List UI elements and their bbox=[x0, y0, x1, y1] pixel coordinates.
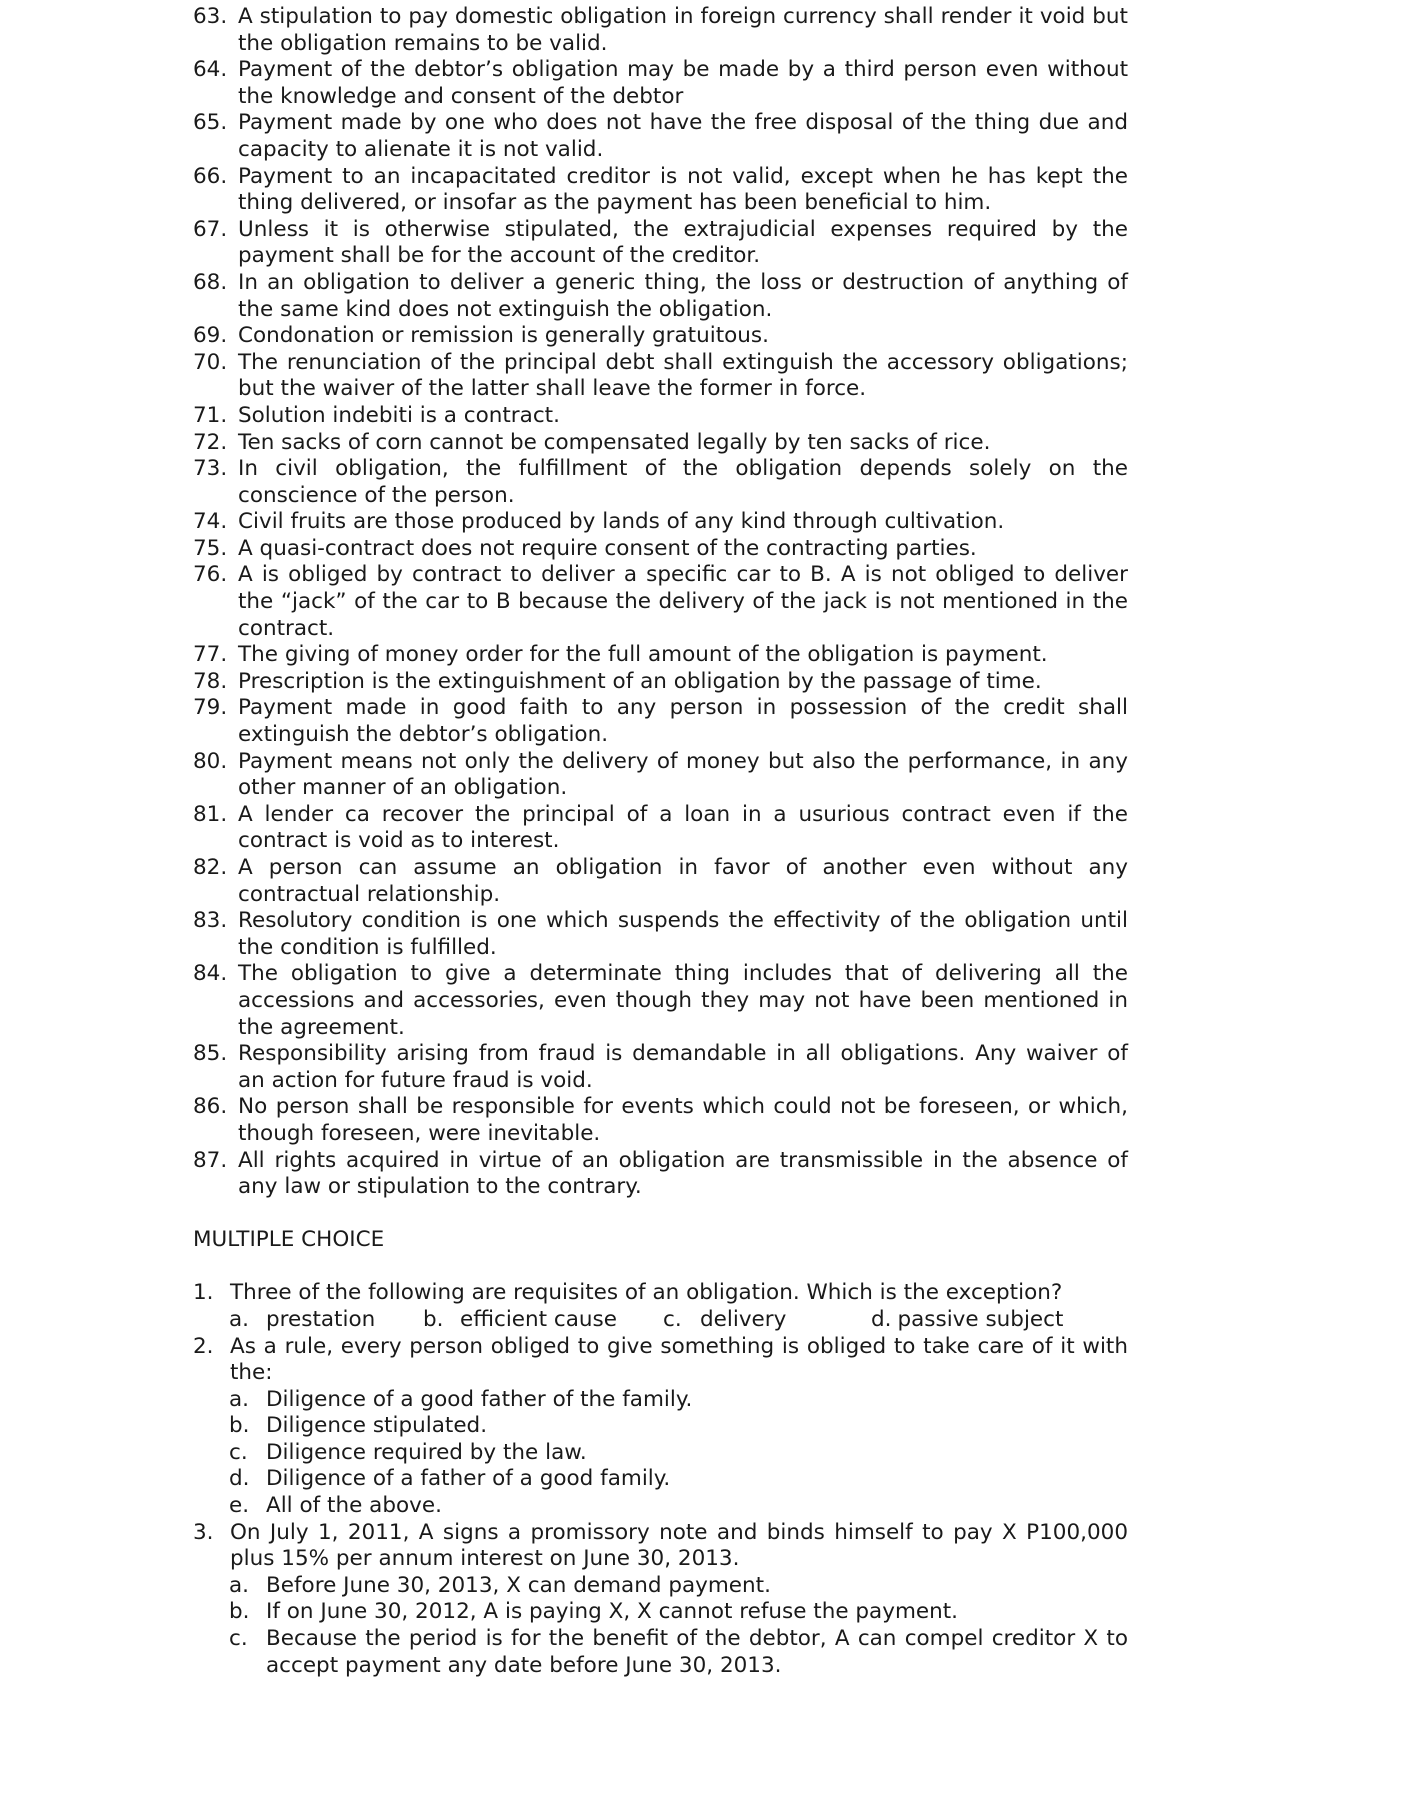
item-text: A lender ca recover the principal of a loan in a usurious contract even if the contract is void as to interest. bbox=[238, 801, 1128, 854]
item-number: 68. bbox=[193, 269, 228, 295]
question-body: As a rule, every person obliged to give something is obliged to take care of it with the: bbox=[230, 1333, 1128, 1386]
item-text: A person can assume an obligation in favor of another even without any contractual relationship. bbox=[238, 855, 1128, 907]
item-text: All rights acquired in virtue of an obligation are transmissible in the absence of any law or stipulation to the contrary. bbox=[238, 1147, 1128, 1200]
item-number: 86. bbox=[193, 1094, 228, 1120]
item-text: A stipulation to pay domestic obligation in foreign currency shall render it void but the obligation remains to be valid. bbox=[238, 4, 1128, 56]
question-number: 2. bbox=[193, 1333, 214, 1359]
list-item bbox=[193, 4, 1128, 57]
list-item bbox=[193, 323, 1128, 350]
choice-text: Diligence stipulated. bbox=[266, 1413, 488, 1439]
question-number: 1. bbox=[193, 1280, 214, 1306]
question-2 bbox=[193, 1334, 1128, 1520]
item-text: Payment made by one who does not have the free disposal of the thing due and capacity to alienate it is not valid. bbox=[238, 110, 1128, 162]
list-item bbox=[193, 509, 1128, 536]
choice-item bbox=[229, 1466, 1128, 1493]
list-item bbox=[193, 110, 1128, 163]
choice-letter: c. bbox=[663, 1306, 682, 1332]
list-item bbox=[193, 456, 1128, 509]
list-item bbox=[193, 430, 1128, 457]
item-text: Resolutory condition is one which suspends the effectivity of the obligation until the condition is fulfilled. bbox=[238, 908, 1128, 960]
choice-text: delivery bbox=[700, 1306, 787, 1332]
list-item bbox=[193, 164, 1128, 217]
choice-letter: c. bbox=[229, 1626, 248, 1652]
choice-item bbox=[423, 1307, 663, 1334]
list-item bbox=[193, 57, 1128, 110]
item-number: 76. bbox=[193, 562, 228, 588]
choice-letter: a. bbox=[229, 1572, 250, 1598]
item-number: 63. bbox=[193, 4, 228, 29]
item-text: Payment made in good faith to any person in possession of the credit shall extinguish the debtor’s obligation. bbox=[238, 695, 1128, 748]
item-text: Payment of the debtor’s obligation may be made by a third person even without the knowledge and consent of the debtor bbox=[238, 57, 1128, 109]
item-number: 75. bbox=[193, 535, 228, 561]
list-item bbox=[193, 802, 1128, 855]
choice-text: Because the period is for the benefit of the debtor, A can compel creditor X to accept payment any date before June 30, 2013. bbox=[266, 1626, 1128, 1678]
list-item bbox=[193, 1148, 1128, 1201]
choice-item bbox=[229, 1626, 1128, 1679]
choice-text: Diligence required by the law. bbox=[266, 1439, 587, 1465]
list-item bbox=[193, 536, 1128, 563]
choice-letter: d. bbox=[871, 1306, 892, 1332]
question-body: On July 1, 2011, A signs a promissory note and binds himself to pay X P100,000 plus 15% per annum interest on June 30, 2013. bbox=[230, 1519, 1128, 1572]
choice-item bbox=[871, 1307, 1063, 1334]
list-item bbox=[193, 961, 1128, 1041]
choice-text: All of the above. bbox=[266, 1493, 442, 1519]
item-number: 67. bbox=[193, 216, 228, 242]
item-number: 70. bbox=[193, 349, 228, 375]
list-item bbox=[193, 695, 1128, 748]
question-body: Three of the following are requisites of an obligation. Which is the exception? bbox=[230, 1280, 1063, 1306]
multiple-choice-list bbox=[193, 1280, 1128, 1679]
item-number: 77. bbox=[193, 642, 228, 668]
item-number: 69. bbox=[193, 323, 228, 349]
item-number: 80. bbox=[193, 748, 228, 774]
choice-item bbox=[229, 1599, 1128, 1626]
item-text: Prescription is the extinguishment of an obligation by the passage of time. bbox=[238, 668, 1042, 694]
choice-text: Diligence of a good father of the family. bbox=[266, 1386, 693, 1412]
choice-list bbox=[229, 1387, 1128, 1520]
choice-text: passive subject bbox=[897, 1306, 1064, 1332]
list-item bbox=[193, 350, 1128, 403]
choice-letter: e. bbox=[229, 1493, 250, 1519]
item-text: In an obligation to deliver a generic thing, the loss or destruction of anything of the same kind does not extinguish the obligation. bbox=[238, 269, 1128, 322]
question-text bbox=[193, 1520, 1128, 1573]
choice-text: Before June 30, 2013, X can demand payment. bbox=[266, 1572, 771, 1598]
item-number: 83. bbox=[193, 908, 228, 934]
list-item bbox=[193, 403, 1128, 430]
choice-text: efficient cause bbox=[460, 1306, 617, 1332]
item-number: 72. bbox=[193, 429, 228, 455]
item-text: Responsibility arising from fraud is demandable in all obligations. Any waiver of an action for future fraud is void. bbox=[238, 1041, 1128, 1093]
choice-item bbox=[229, 1493, 1128, 1520]
item-text: Condonation or remission is generally gratuitous. bbox=[238, 323, 769, 349]
question-3 bbox=[193, 1520, 1128, 1680]
choice-letter: b. bbox=[229, 1599, 250, 1625]
item-number: 79. bbox=[193, 695, 228, 721]
choice-letter: a. bbox=[229, 1306, 250, 1332]
item-number: 87. bbox=[193, 1147, 228, 1173]
item-number: 74. bbox=[193, 509, 228, 535]
list-item bbox=[193, 270, 1128, 323]
list-item bbox=[193, 562, 1128, 642]
item-text: In civil obligation, the fulfillment of the obligation depends solely on the conscience of the person. bbox=[238, 456, 1128, 508]
item-text: Solution indebiti is a contract. bbox=[238, 402, 560, 428]
document-page bbox=[193, 4, 1128, 1679]
item-number: 73. bbox=[193, 456, 228, 482]
choice-item bbox=[229, 1413, 1128, 1440]
item-number: 65. bbox=[193, 110, 228, 136]
item-text: Unless it is otherwise stipulated, the extrajudicial expenses required by the payment shall be for the account of the creditor. bbox=[238, 216, 1128, 269]
list-item bbox=[193, 1041, 1128, 1094]
choice-letter: a. bbox=[229, 1386, 250, 1412]
true-false-list bbox=[193, 4, 1128, 1201]
item-number: 78. bbox=[193, 668, 228, 694]
question-text bbox=[193, 1280, 1128, 1307]
item-number: 85. bbox=[193, 1041, 228, 1067]
choice-text: Diligence of a father of a good family. bbox=[266, 1466, 671, 1492]
item-number: 71. bbox=[193, 402, 228, 428]
list-item bbox=[193, 855, 1128, 908]
list-item bbox=[193, 749, 1128, 802]
item-text: The obligation to give a determinate thing includes that of delivering all the accessions and accessories, even though they may not have been mentioned in the agreement. bbox=[238, 961, 1128, 1040]
choice-item bbox=[229, 1573, 1128, 1600]
item-text: The giving of money order for the full amount of the obligation is payment. bbox=[238, 642, 1048, 668]
choice-letter: d. bbox=[229, 1466, 250, 1492]
choice-item bbox=[229, 1440, 1128, 1467]
section-title-multiple-choice: MULTIPLE CHOICE bbox=[193, 1226, 385, 1252]
choice-item bbox=[663, 1307, 871, 1334]
item-number: 64. bbox=[193, 57, 228, 83]
item-number: 82. bbox=[193, 855, 228, 880]
item-number: 84. bbox=[193, 961, 228, 987]
list-item bbox=[193, 217, 1128, 270]
choice-list bbox=[229, 1573, 1128, 1679]
item-text: Payment to an incapacitated creditor is not valid, except when he has kept the thing delivered, or insofar as the payment has been beneficial to him. bbox=[238, 163, 1128, 216]
list-item bbox=[193, 669, 1128, 696]
choice-text: If on June 30, 2012, A is paying X, X cannot refuse the payment. bbox=[266, 1599, 959, 1625]
list-item bbox=[193, 1094, 1128, 1147]
choice-letter: b. bbox=[423, 1306, 444, 1332]
item-text: No person shall be responsible for events which could not be foreseen, or which, though foreseen, were inevitable. bbox=[238, 1094, 1128, 1146]
choice-item bbox=[229, 1307, 423, 1334]
item-number: 81. bbox=[193, 801, 228, 827]
question-number: 3. bbox=[193, 1519, 214, 1545]
choice-row bbox=[229, 1307, 1128, 1334]
item-number: 66. bbox=[193, 163, 228, 189]
choice-text: prestation bbox=[266, 1306, 376, 1332]
question-1 bbox=[193, 1280, 1128, 1333]
item-text: The renunciation of the principal debt shall extinguish the accessory obligations; but the waiver of the latter shall leave the former in force. bbox=[238, 349, 1128, 402]
item-text: Payment means not only the delivery of money but also the performance, in any other manner of an obligation. bbox=[238, 748, 1128, 801]
choice-letter: c. bbox=[229, 1439, 248, 1465]
list-item bbox=[193, 908, 1128, 961]
question-text bbox=[193, 1334, 1128, 1387]
choice-item bbox=[229, 1387, 1128, 1414]
list-item bbox=[193, 642, 1128, 669]
item-text: A is obliged by contract to deliver a specific car to B. A is not obliged to deliver the “jack” of the car to B because the delivery of the jack is not mentioned in the contract. bbox=[238, 562, 1128, 641]
item-text: Civil fruits are those produced by lands of any kind through cultivation. bbox=[238, 509, 1005, 535]
item-text: A quasi-contract does not require consent of the contracting parties. bbox=[238, 535, 977, 561]
item-text: Ten sacks of corn cannot be compensated legally by ten sacks of rice. bbox=[238, 429, 991, 455]
choice-letter: b. bbox=[229, 1413, 250, 1439]
